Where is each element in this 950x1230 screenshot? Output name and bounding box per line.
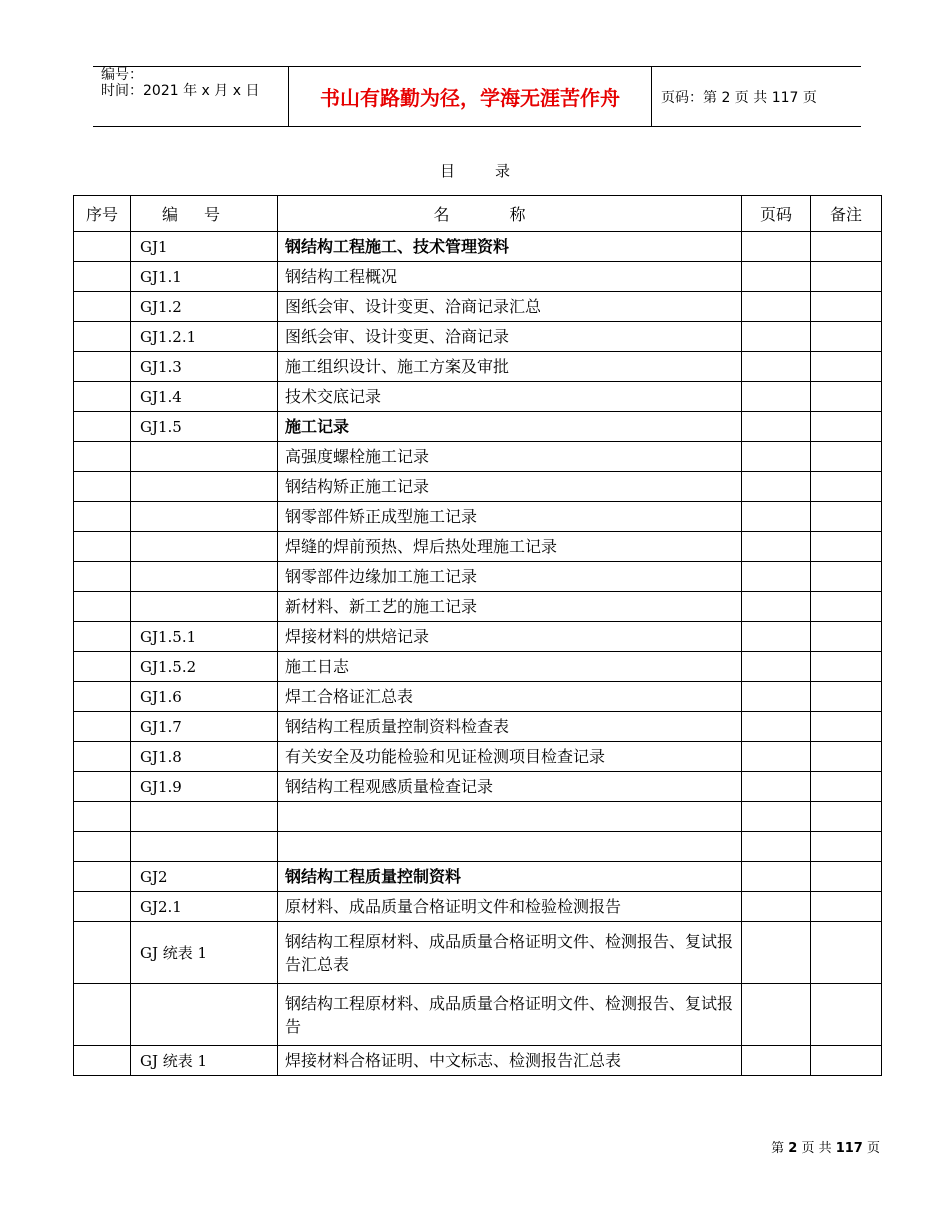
row-remark-cell bbox=[811, 592, 882, 622]
header-divider bbox=[651, 67, 652, 126]
table-row bbox=[74, 862, 882, 892]
row-page-cell bbox=[742, 232, 811, 262]
row-index-cell bbox=[74, 652, 131, 682]
row-name-cell: 焊缝的焊前预热、焊后热处理施工记录 bbox=[278, 532, 742, 562]
row-name-cell: 图纸会审、设计变更、洽商记录汇总 bbox=[278, 292, 742, 322]
row-remark-cell bbox=[811, 772, 882, 802]
col-header-index: 序号 bbox=[74, 196, 131, 232]
row-page-cell bbox=[742, 622, 811, 652]
table-row bbox=[74, 682, 882, 712]
row-remark-cell bbox=[811, 562, 882, 592]
row-page-cell bbox=[742, 382, 811, 412]
row-index-cell bbox=[74, 682, 131, 712]
row-code-cell: GJ1.6 bbox=[131, 682, 278, 712]
row-page-cell bbox=[742, 682, 811, 712]
row-remark-cell bbox=[811, 682, 882, 712]
row-index-cell bbox=[74, 832, 131, 862]
table-row bbox=[74, 592, 882, 622]
row-index-cell bbox=[74, 802, 131, 832]
row-page-cell bbox=[742, 862, 811, 892]
row-remark-cell bbox=[811, 472, 882, 502]
row-index-cell bbox=[74, 562, 131, 592]
row-index-cell bbox=[74, 472, 131, 502]
footer-total: 117 bbox=[835, 1141, 863, 1156]
row-code-cell: GJ1.4 bbox=[131, 382, 278, 412]
row-index-cell bbox=[74, 232, 131, 262]
row-code-cell: GJ 统表 1 bbox=[131, 1046, 278, 1076]
row-page-cell bbox=[742, 592, 811, 622]
row-remark-cell bbox=[811, 292, 882, 322]
row-remark-cell bbox=[811, 862, 882, 892]
row-index-cell bbox=[74, 892, 131, 922]
row-name-cell: 技术交底记录 bbox=[278, 382, 742, 412]
row-code-cell bbox=[131, 562, 278, 592]
row-name-cell: 钢零部件边缘加工施工记录 bbox=[278, 562, 742, 592]
row-code-cell bbox=[131, 832, 278, 862]
row-page-cell bbox=[742, 922, 811, 984]
row-code-cell: GJ2.1 bbox=[131, 892, 278, 922]
row-code-cell: GJ1.1 bbox=[131, 262, 278, 292]
col-header-remark: 备注 bbox=[811, 196, 882, 232]
row-remark-cell bbox=[811, 892, 882, 922]
row-page-cell bbox=[742, 652, 811, 682]
row-index-cell bbox=[74, 292, 131, 322]
footer-page: 2 bbox=[788, 1141, 798, 1156]
row-name-cell: 施工组织设计、施工方案及审批 bbox=[278, 352, 742, 382]
table-row bbox=[74, 472, 882, 502]
row-code-cell bbox=[131, 592, 278, 622]
row-name-cell: 图纸会审、设计变更、洽商记录 bbox=[278, 322, 742, 352]
row-name-cell: 新材料、新工艺的施工记录 bbox=[278, 592, 742, 622]
row-page-cell bbox=[742, 442, 811, 472]
row-name-cell: 钢结构工程质量控制资料检查表 bbox=[278, 712, 742, 742]
page-footer bbox=[771, 1137, 880, 1156]
table-row bbox=[74, 802, 882, 832]
row-remark-cell bbox=[811, 232, 882, 262]
row-code-cell: GJ1.2 bbox=[131, 292, 278, 322]
footer-middle: 页 共 bbox=[797, 1141, 836, 1156]
row-name-cell bbox=[278, 832, 742, 862]
row-name-cell: 施工日志 bbox=[278, 652, 742, 682]
row-remark-cell bbox=[811, 502, 882, 532]
table-row bbox=[74, 1046, 882, 1076]
row-name-cell: 钢结构工程原材料、成品质量合格证明文件、检测报告、复试报告 bbox=[278, 984, 742, 1046]
row-remark-cell bbox=[811, 382, 882, 412]
row-code-cell: GJ1.8 bbox=[131, 742, 278, 772]
row-remark-cell bbox=[811, 1046, 882, 1076]
row-index-cell bbox=[74, 532, 131, 562]
table-row bbox=[74, 502, 882, 532]
toc-table bbox=[73, 195, 882, 1076]
table-row bbox=[74, 922, 882, 984]
row-remark-cell bbox=[811, 442, 882, 472]
row-page-cell bbox=[742, 892, 811, 922]
row-index-cell bbox=[74, 592, 131, 622]
header-page-info: 页码：第 2 页 共 117 页 bbox=[661, 89, 817, 106]
row-code-cell: GJ2 bbox=[131, 862, 278, 892]
table-row bbox=[74, 562, 882, 592]
row-page-cell bbox=[742, 742, 811, 772]
table-row bbox=[74, 232, 882, 262]
table-row bbox=[74, 352, 882, 382]
row-page-cell bbox=[742, 712, 811, 742]
row-code-cell: GJ1.5.1 bbox=[131, 622, 278, 652]
row-code-cell: GJ1 bbox=[131, 232, 278, 262]
table-row bbox=[74, 892, 882, 922]
row-code-cell: GJ1.2.1 bbox=[131, 322, 278, 352]
row-name-cell: 焊工合格证汇总表 bbox=[278, 682, 742, 712]
row-name-cell: 焊接材料的烘焙记录 bbox=[278, 622, 742, 652]
row-name-cell: 有关安全及功能检验和见证检测项目检查记录 bbox=[278, 742, 742, 772]
row-remark-cell bbox=[811, 922, 882, 984]
row-remark-cell bbox=[811, 802, 882, 832]
row-page-cell bbox=[742, 832, 811, 862]
row-page-cell bbox=[742, 562, 811, 592]
row-code-cell bbox=[131, 532, 278, 562]
row-code-cell: GJ1.3 bbox=[131, 352, 278, 382]
row-page-cell bbox=[742, 412, 811, 442]
row-code-cell bbox=[131, 442, 278, 472]
table-row bbox=[74, 322, 882, 352]
row-remark-cell bbox=[811, 352, 882, 382]
row-remark-cell bbox=[811, 262, 882, 292]
row-page-cell bbox=[742, 262, 811, 292]
row-page-cell bbox=[742, 1046, 811, 1076]
toc-body bbox=[74, 232, 882, 1076]
row-code-cell: GJ1.5 bbox=[131, 412, 278, 442]
row-page-cell bbox=[742, 472, 811, 502]
row-name-cell: 钢结构工程原材料、成品质量合格证明文件、检测报告、复试报告汇总表 bbox=[278, 922, 742, 984]
row-remark-cell bbox=[811, 652, 882, 682]
row-index-cell bbox=[74, 322, 131, 352]
row-name-cell: 钢结构工程概况 bbox=[278, 262, 742, 292]
row-index-cell bbox=[74, 1046, 131, 1076]
footer-prefix: 第 bbox=[771, 1141, 789, 1156]
table-row bbox=[74, 412, 882, 442]
table-row bbox=[74, 742, 882, 772]
header-code-label: 编号： bbox=[101, 67, 143, 83]
row-index-cell bbox=[74, 772, 131, 802]
row-page-cell bbox=[742, 322, 811, 352]
table-row bbox=[74, 832, 882, 862]
row-code-cell: GJ1.9 bbox=[131, 772, 278, 802]
row-name-cell: 钢结构工程质量控制资料 bbox=[278, 862, 742, 892]
row-remark-cell bbox=[811, 532, 882, 562]
row-name-cell: 钢结构工程观感质量检查记录 bbox=[278, 772, 742, 802]
row-remark-cell bbox=[811, 412, 882, 442]
row-code-cell: GJ1.5.2 bbox=[131, 652, 278, 682]
row-page-cell bbox=[742, 532, 811, 562]
row-index-cell bbox=[74, 862, 131, 892]
row-index-cell bbox=[74, 352, 131, 382]
table-row bbox=[74, 772, 882, 802]
row-page-cell bbox=[742, 802, 811, 832]
col-header-page: 页码 bbox=[742, 196, 811, 232]
col-header-name: 名称 bbox=[278, 196, 742, 232]
row-remark-cell bbox=[811, 984, 882, 1046]
row-remark-cell bbox=[811, 322, 882, 352]
table-row bbox=[74, 622, 882, 652]
table-row bbox=[74, 292, 882, 322]
row-index-cell bbox=[74, 442, 131, 472]
row-page-cell bbox=[742, 502, 811, 532]
table-row bbox=[74, 984, 882, 1046]
header-meta bbox=[101, 67, 291, 99]
row-code-cell bbox=[131, 472, 278, 502]
toc-title: 目录 bbox=[439, 162, 550, 180]
header-motto: 书山有路勤为径，学海无涯苦作舟 bbox=[320, 86, 620, 110]
row-name-cell: 钢结构工程施工、技术管理资料 bbox=[278, 232, 742, 262]
table-row bbox=[74, 262, 882, 292]
page-header bbox=[93, 66, 861, 127]
row-page-cell bbox=[742, 772, 811, 802]
row-code-cell bbox=[131, 502, 278, 532]
row-name-cell: 焊接材料合格证明、中文标志、检测报告汇总表 bbox=[278, 1046, 742, 1076]
header-time-label: 时间：2021 年 x 月 x 日 bbox=[101, 83, 260, 99]
row-index-cell bbox=[74, 412, 131, 442]
row-index-cell bbox=[74, 502, 131, 532]
col-header-code: 编号 bbox=[131, 196, 278, 232]
table-row bbox=[74, 532, 882, 562]
row-code-cell bbox=[131, 984, 278, 1046]
table-row bbox=[74, 382, 882, 412]
row-index-cell bbox=[74, 742, 131, 772]
row-name-cell: 钢零部件矫正成型施工记录 bbox=[278, 502, 742, 532]
toc-header-row bbox=[74, 196, 882, 232]
table-row bbox=[74, 652, 882, 682]
row-code-cell: GJ1.7 bbox=[131, 712, 278, 742]
row-index-cell bbox=[74, 262, 131, 292]
row-remark-cell bbox=[811, 832, 882, 862]
row-page-cell bbox=[742, 292, 811, 322]
row-name-cell: 施工记录 bbox=[278, 412, 742, 442]
row-name-cell: 钢结构矫正施工记录 bbox=[278, 472, 742, 502]
row-name-cell bbox=[278, 802, 742, 832]
table-row bbox=[74, 442, 882, 472]
row-index-cell bbox=[74, 984, 131, 1046]
row-remark-cell bbox=[811, 742, 882, 772]
row-remark-cell bbox=[811, 622, 882, 652]
row-name-cell: 高强度螺栓施工记录 bbox=[278, 442, 742, 472]
row-code-cell: GJ 统表 1 bbox=[131, 922, 278, 984]
row-name-cell: 原材料、成品质量合格证明文件和检验检测报告 bbox=[278, 892, 742, 922]
row-remark-cell bbox=[811, 712, 882, 742]
row-page-cell bbox=[742, 352, 811, 382]
row-index-cell bbox=[74, 382, 131, 412]
footer-suffix: 页 bbox=[862, 1141, 880, 1156]
table-row bbox=[74, 712, 882, 742]
row-index-cell bbox=[74, 622, 131, 652]
row-index-cell bbox=[74, 922, 131, 984]
row-index-cell bbox=[74, 712, 131, 742]
row-page-cell bbox=[742, 984, 811, 1046]
row-code-cell bbox=[131, 802, 278, 832]
